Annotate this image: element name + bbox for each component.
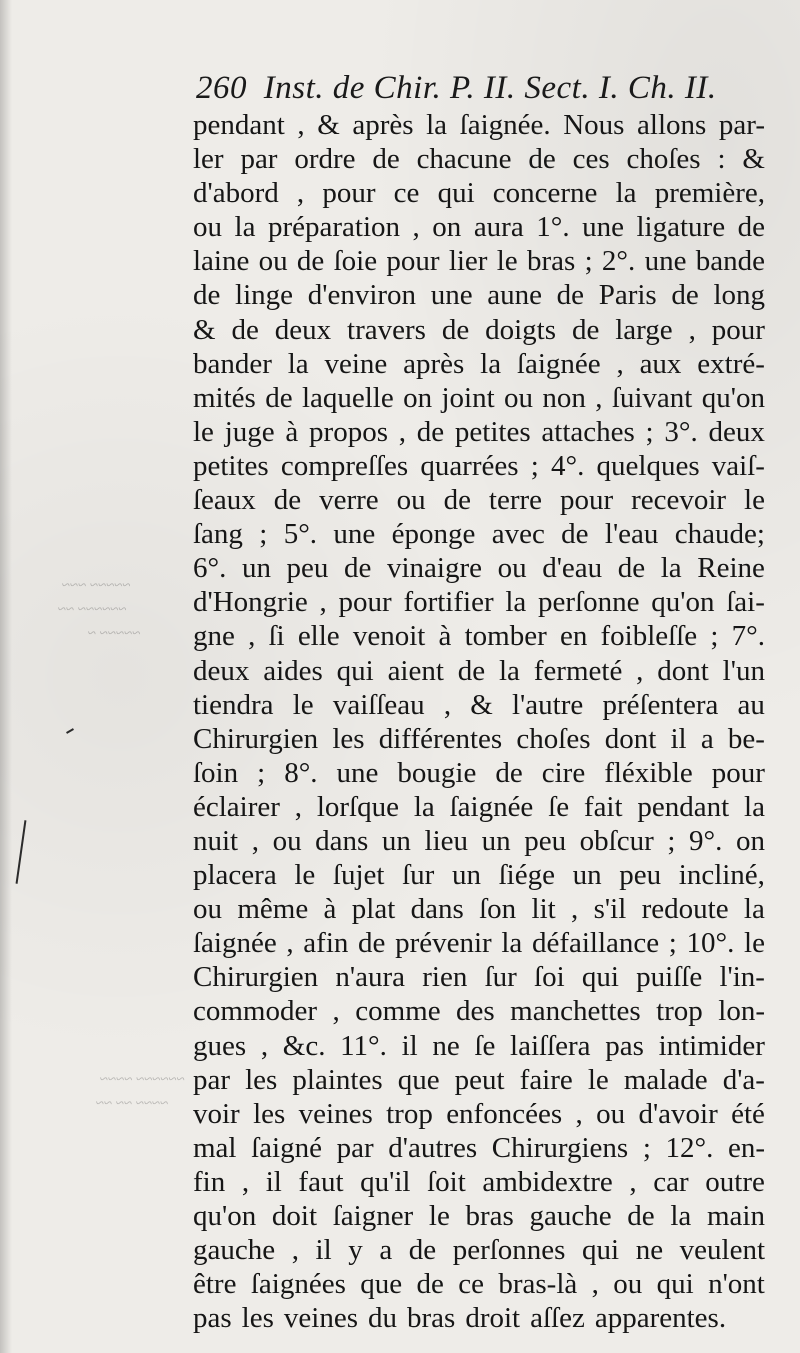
text-line: être ſaignées que de ce bras-là , ou qui n'ont xyxy=(193,1268,765,1301)
bleed-through-mark: ~~~~~~ ~~~~ xyxy=(100,1072,185,1088)
body-text xyxy=(193,108,765,1335)
text-line: éclairer , lorſque la ſaignée ſe fait pendant la xyxy=(193,790,765,823)
running-head xyxy=(196,70,756,107)
bleed-through-mark: ~~~~~ ~ xyxy=(88,626,141,642)
text-line: tiendra le vaiſſeau , & l'autre préſentera au xyxy=(193,688,765,721)
text-line: ſang ; 5°. une éponge avec de l'eau chaude; xyxy=(193,518,765,551)
text-line: le juge à propos , de petites attaches ; 3°. deux xyxy=(193,415,765,448)
text-line: 6°. un peu de vinaigre ou d'eau de la Reine xyxy=(193,552,765,585)
text-line: deux aides qui aient de la fermeté , dont l'un xyxy=(193,654,765,687)
text-line: commoder , comme des manchettes trop lon- xyxy=(193,995,765,1028)
text-line: ler par ordre de chacune de ces choſes : & xyxy=(193,143,765,176)
pencil-mark xyxy=(66,728,74,734)
text-line: gauche , il y a de perſonnes qui ne veulent xyxy=(193,1234,765,1267)
text-line: nuit , ou dans un lieu un peu obſcur ; 9°. on xyxy=(193,824,765,857)
page-gutter-shadow xyxy=(0,0,12,1353)
text-line: fin , il faut qu'il ſoit ambidextre , car outre xyxy=(193,1165,765,1198)
text-line: gne , ſi elle venoit à tomber en foibleſſe ; 7°. xyxy=(193,620,765,653)
text-line: par les plaintes que peut faire le malade d'a- xyxy=(193,1063,765,1096)
text-line: Chirurgien n'aura rien ſur ſoi qui puiſſe l'in- xyxy=(193,961,765,994)
text-line: pendant , & après la ſaignée. Nous allons par- xyxy=(193,109,765,141)
text-line: ou la préparation , on aura 1°. une ligature de xyxy=(193,211,765,244)
text-line: & de deux travers de doigts de large , pour xyxy=(193,313,765,346)
text-line: d'abord , pour ce qui concerne la première, xyxy=(193,177,765,210)
text-line: ſeaux de verre ou de terre pour recevoir le xyxy=(193,484,765,517)
page-number: 260 xyxy=(196,70,247,106)
text-line: ou même à plat dans ſon lit , s'il redoute la xyxy=(193,893,765,926)
text-line: mal ſaigné par d'autres Chirurgiens ; 12°. en- xyxy=(193,1131,765,1164)
text-line: voir les veines trop enfoncées , ou d'avoir été xyxy=(193,1097,765,1130)
text-line: Chirurgien les différentes choſes dont il a be- xyxy=(193,722,765,755)
text-line: de linge d'environ une aune de Paris de long xyxy=(193,279,765,312)
text-line: ſoin ; 8°. une bougie de cire fléxible pour xyxy=(193,756,765,789)
text-line: placera le ſujet ſur un ſiége un peu incliné, xyxy=(193,859,765,892)
bleed-through-mark: ~~~~ ~~ ~~ xyxy=(96,1096,169,1112)
bleed-through-mark: ~~~~~~ ~~ xyxy=(58,602,127,618)
text-line: d'Hongrie , pour fortifier la perſonne qu'on ſai- xyxy=(193,586,765,619)
text-line: laine ou de ſoie pour lier le bras ; 2°. une bande xyxy=(193,245,765,278)
pencil-mark xyxy=(16,820,27,884)
text-line: petites compreſſes quarrées ; 4°. quelques vaiſ- xyxy=(193,449,765,482)
text-line: pas les veines du bras droit aſſez apparentes. xyxy=(193,1302,727,1335)
running-title: Inst. de Chir. P. II. Sect. I. Ch. II. xyxy=(263,70,717,106)
text-line: mités de laquelle on joint ou non , ſuivant qu'on xyxy=(193,381,765,414)
text-line: ſaignée , afin de prévenir la défaillance ; 10°. le xyxy=(193,927,765,960)
text-line: bander la veine après la ſaignée , aux extré- xyxy=(193,347,765,380)
text-line: gues , &c. 11°. il ne ſe laiſſera pas intimider xyxy=(193,1029,765,1062)
text-line: qu'on doit ſaigner le bras gauche de la main xyxy=(193,1200,765,1232)
bleed-through-mark: ~~~~~ ~~~ xyxy=(62,578,131,594)
